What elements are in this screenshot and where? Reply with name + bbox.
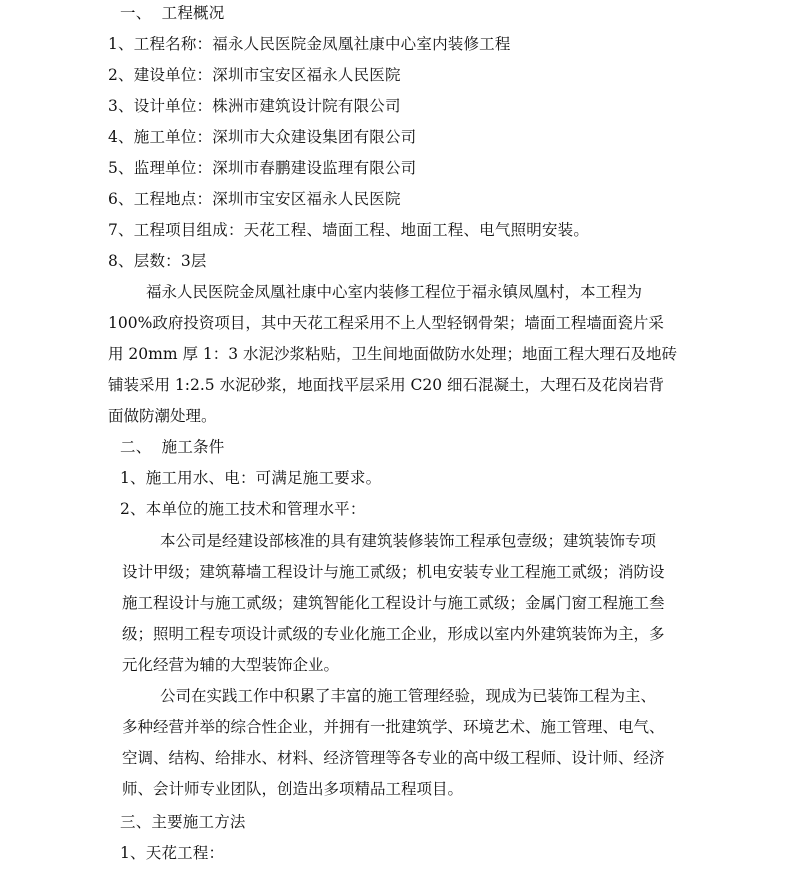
paragraph-line: 元化经营为辅的大型装饰企业。: [122, 656, 340, 674]
paragraph-line: 公司在实践工作中积累了丰富的施工管理经验，现成为已装饰工程为主、: [160, 687, 657, 705]
paragraph-line: 多种经营并举的综合性企业，并拥有一批建筑学、环境艺术、施工管理、电气、: [122, 718, 665, 736]
list-item: 4、施工单位：深圳市大众建设集团有限公司: [108, 128, 417, 146]
section-heading: 二、 施工条件: [120, 438, 225, 456]
paragraph-line: 铺装采用 1:2.5 水泥砂浆，地面找平层采用 C20 细石混凝土，大理石及花岗岩背: [108, 376, 665, 394]
list-item: 7、工程项目组成：天花工程、墙面工程、地面工程、电气照明安装。: [108, 221, 590, 239]
paragraph-line: 福永人民医院金凤凰社康中心室内装修工程位于福永镇凤凰村，本工程为: [146, 283, 643, 301]
list-item: 2、建设单位：深圳市宝安区福永人民医院: [108, 66, 401, 84]
paragraph-line: 本公司是经建设部核准的具有建筑装修装饰工程承包壹级；建筑装饰专项: [160, 532, 657, 550]
paragraph-line: 空调、结构、给排水、材料、经济管理等各专业的高中级工程师、设计师、经济: [122, 749, 665, 767]
list-item: 1、施工用水、电：可满足施工要求。: [120, 469, 382, 487]
paragraph-line: 100%政府投资项目，其中天花工程采用不上人型轻钢骨架；墙面工程墙面瓷片采: [108, 314, 664, 332]
paragraph-line: 设计甲级；建筑幕墙工程设计与施工贰级；机电安装专业工程施工贰级；消防设: [122, 563, 665, 581]
list-item: 5、监理单位：深圳市春鹏建设监理有限公司: [108, 159, 417, 177]
section-heading: 三、主要施工方法: [120, 813, 246, 831]
list-item: 1、工程名称：福永人民医院金凤凰社康中心室内装修工程: [108, 35, 511, 53]
paragraph-line: 师、会计师专业团队，创造出多项精品工程项目。: [122, 780, 464, 798]
list-item: 8、层数：3层: [108, 252, 207, 270]
list-item: 2、本单位的施工技术和管理水平：: [120, 500, 366, 518]
paragraph-line: 用 20mm 厚 1：3 水泥沙浆粘贴，卫生间地面做防水处理；地面工程大理石及地砖: [108, 345, 678, 363]
list-item: 3、设计单位：株洲市建筑设计院有限公司: [108, 97, 401, 115]
paragraph-line: 面做防潮处理。: [108, 407, 217, 425]
paragraph-line: 施工程设计与施工贰级；建筑智能化工程设计与施工贰级；金属门窗工程施工叁: [122, 594, 665, 612]
list-item: 6、工程地点：深圳市宝安区福永人民医院: [108, 190, 401, 208]
list-item: 1、天花工程：: [120, 844, 225, 862]
paragraph-line: 级；照明工程专项设计贰级的专业化施工企业，形成以室内外建筑装饰为主，多: [122, 625, 665, 643]
section-heading: 一、 工程概况: [120, 4, 225, 22]
